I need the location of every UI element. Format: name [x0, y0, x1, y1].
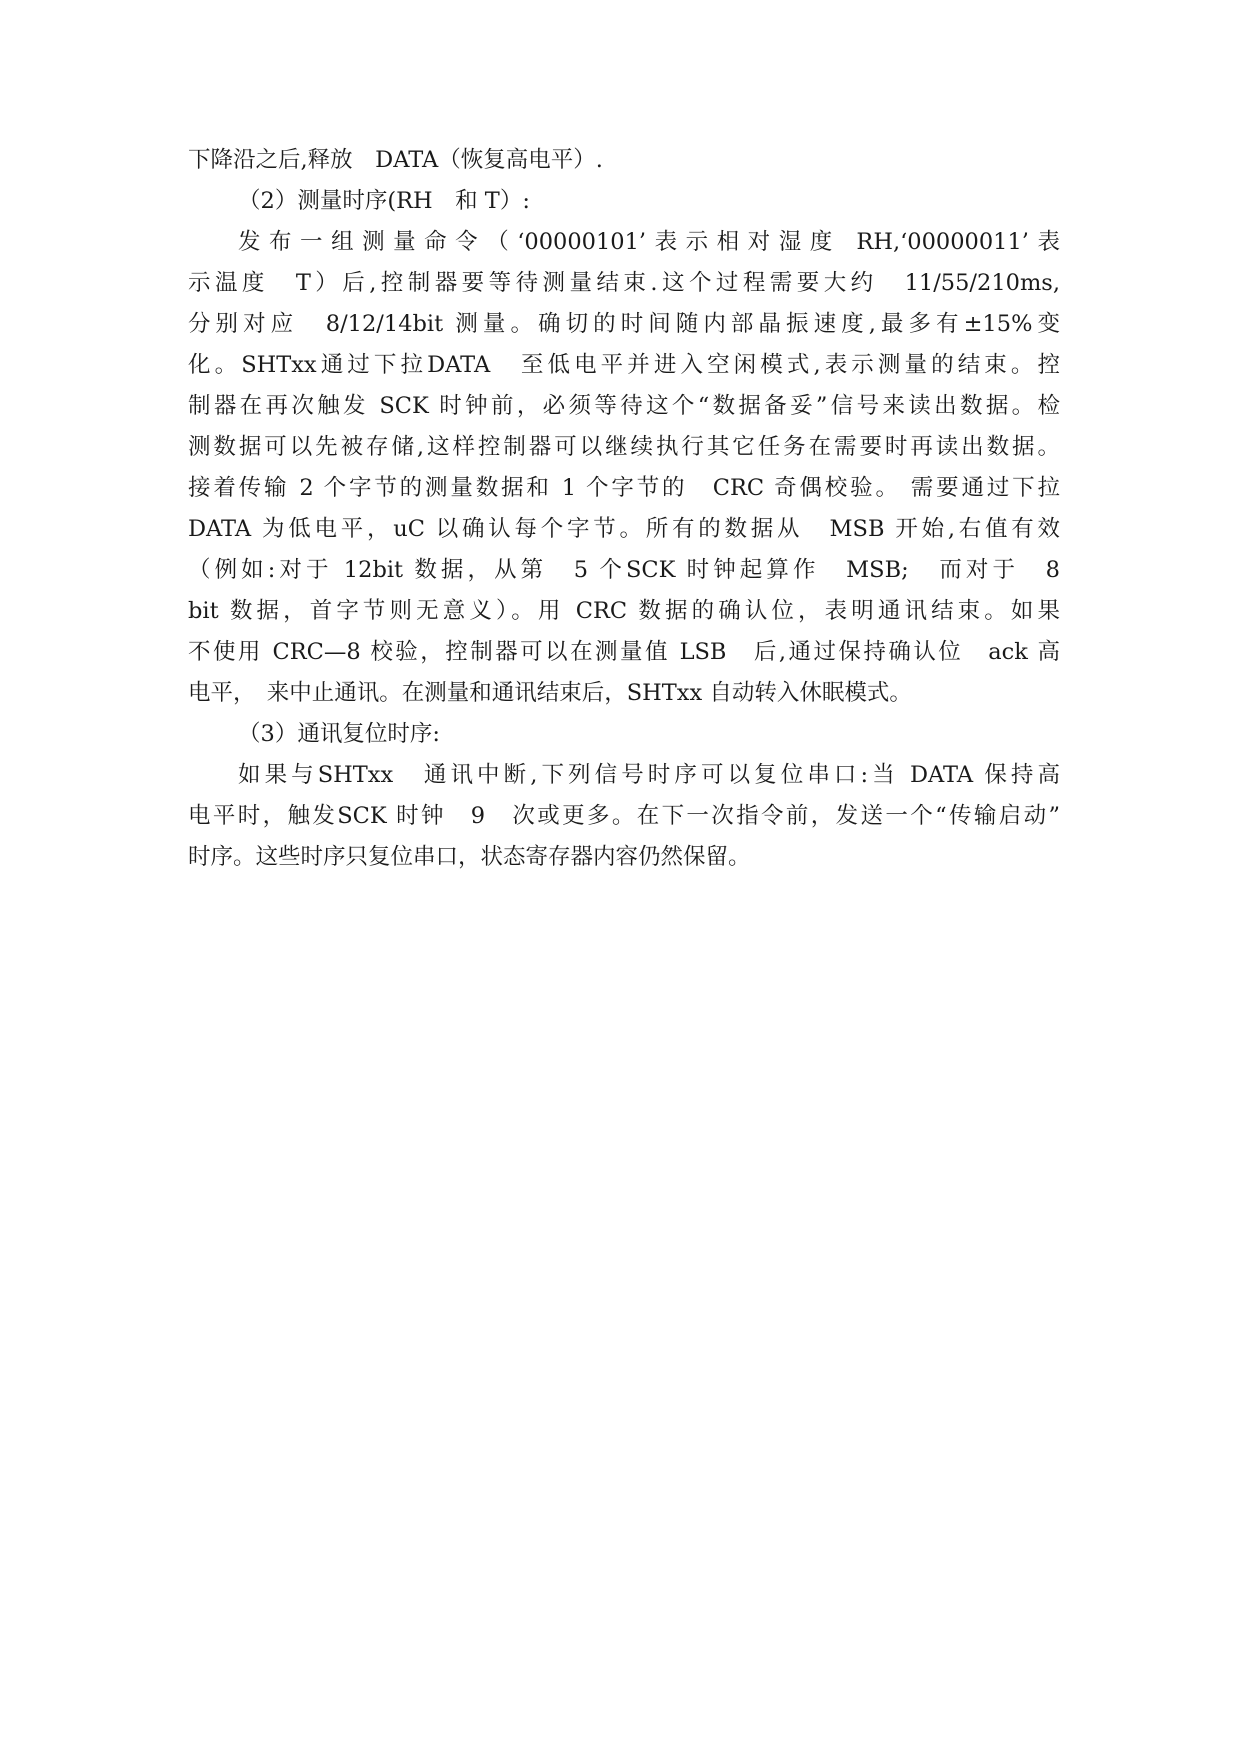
text-line: 化。SHTxx通过下拉DATA 至低电平并进入空闲模式,表示测量的结束。控 — [188, 352, 1060, 378]
text-line: 示温度 T）后,控制器要等待测量结束.这个过程需要大约 11/55/210ms, — [188, 270, 1060, 296]
text-line: 电平时，触发SCK 时钟 9 次或更多。在下一次指令前，发送一个“传输启动” — [188, 803, 1060, 829]
section-heading: （3）通讯复位时序: — [238, 721, 440, 747]
text-line: 时序。这些时序只复位串口，状态寄存器内容仍然保留。 — [188, 844, 751, 870]
text-line: 接着传输 2 个字节的测量数据和 1 个字节的 CRC 奇偶校验。 需要通过下拉 — [188, 475, 1060, 501]
text-line: 发布一组测量命令（‘00000101’表示相对湿度 RH,‘00000011’表 — [238, 229, 1060, 255]
text-line: DATA 为低电平，uC 以确认每个字节。所有的数据从 MSB 开始,右值有效 — [188, 516, 1060, 542]
section-heading: （2）测量时序(RH 和 T）: — [238, 188, 530, 214]
text-line: 制器在再次触发 SCK 时钟前，必须等待这个“数据备妥”信号来读出数据。检 — [188, 393, 1060, 419]
text-line: 电平， 来中止通讯。在测量和通讯结束后，SHTxx 自动转入休眠模式。 — [188, 680, 912, 706]
text-line: （例如:对于 12bit 数据，从第 5 个SCK 时钟起算作 MSB; 而对于 8 — [188, 557, 1060, 583]
text-line: bit 数据，首字节则无意义）。用 CRC 数据的确认位，表明通讯结束。如果 — [188, 598, 1060, 624]
text-line: 测数据可以先被存储,这样控制器可以继续执行其它任务在需要时再读出数据。 — [188, 434, 1060, 460]
text-line: 不使用 CRC—8 校验，控制器可以在测量值 LSB 后,通过保持确认位 ack 高 — [188, 639, 1060, 665]
text-line: 分别对应 8/12/14bit 测量。确切的时间随内部晶振速度,最多有±15%变 — [188, 311, 1060, 337]
text-line: 下降沿之后,释放 DATA（恢复高电平）. — [188, 147, 603, 173]
text-line: 如果与SHTxx 通讯中断,下列信号时序可以复位串口:当 DATA 保持高 — [238, 762, 1060, 788]
